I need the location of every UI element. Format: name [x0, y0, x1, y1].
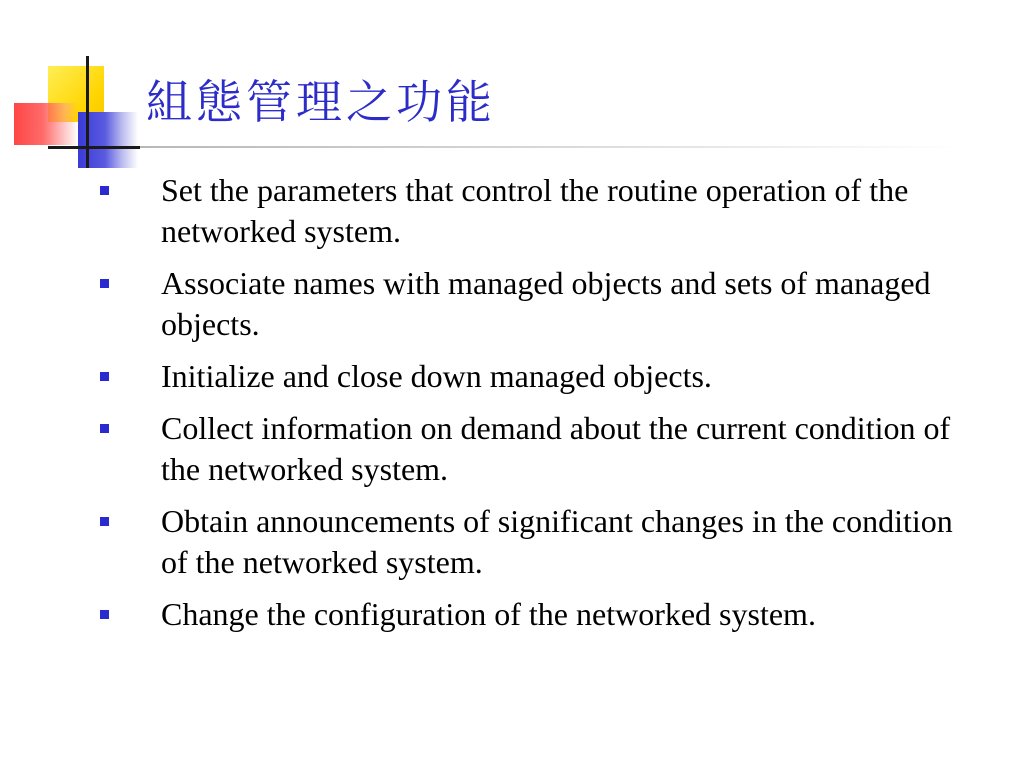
bullet-square-icon [100, 279, 109, 288]
bullet-square-icon [100, 424, 109, 433]
logo-red-bar [14, 103, 78, 145]
bullet-square-icon [100, 372, 109, 381]
bullet-text: Obtain announcements of significant changes in the condition of the networked system. [161, 503, 953, 580]
bullet-item [0, 408, 981, 490]
bullet-square-icon [100, 610, 109, 619]
bullet-item [0, 594, 981, 635]
slide-title: 組態管理之功能 [146, 75, 496, 129]
bullet-text: Collect information on demand about the current condition of the networked system. [161, 410, 951, 487]
bullet-text: Associate names with managed objects and sets of managed objects. [161, 265, 931, 342]
logo-vertical-line [86, 56, 89, 168]
bullet-item [0, 170, 981, 252]
logo-horizontal-line [48, 146, 140, 149]
bullet-item [0, 356, 981, 397]
bullet-text: Change the configuration of the networked system. [161, 596, 816, 632]
bullet-list [0, 170, 1000, 646]
bullet-text: Set the parameters that control the routine operation of the networked system. [161, 172, 909, 249]
bullet-item [0, 501, 981, 583]
bullet-square-icon [100, 186, 109, 195]
bullet-square-icon [100, 517, 109, 526]
bullet-text: Initialize and close down managed objects. [161, 358, 712, 394]
bullet-item [0, 263, 981, 345]
title-underline [140, 146, 960, 148]
